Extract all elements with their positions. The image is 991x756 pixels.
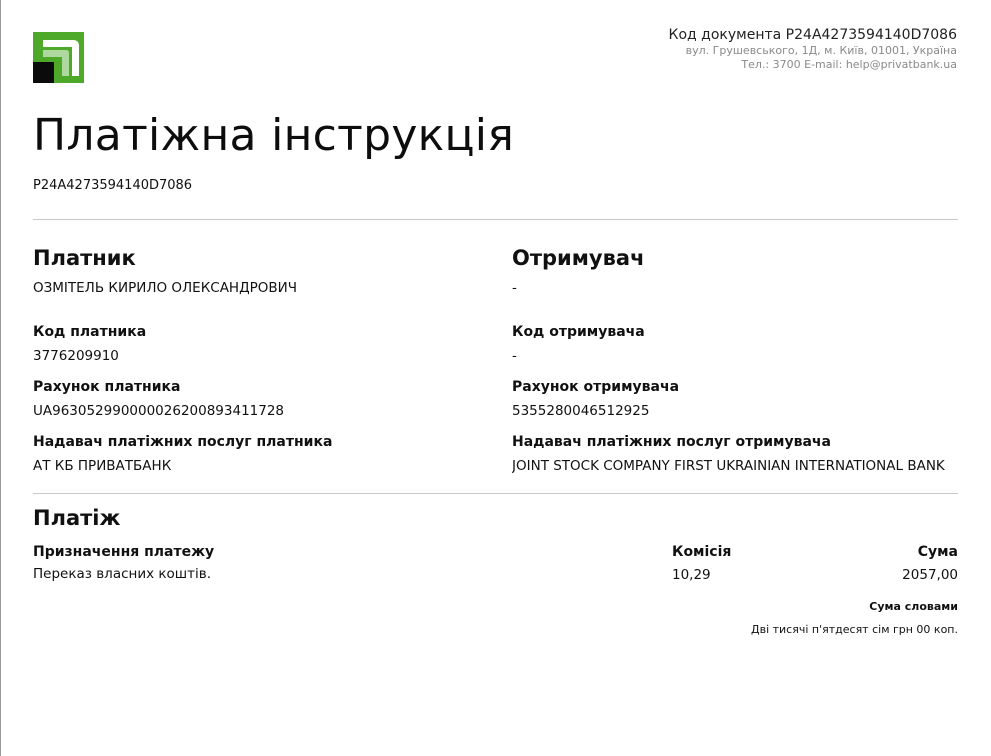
payment-heading: Платіж <box>33 506 121 530</box>
commission-value: 10,29 <box>672 567 711 583</box>
payer-provider-value: АТ КБ ПРИВАТБАНК <box>33 458 172 474</box>
payment-purpose-label: Призначення платежу <box>33 544 215 560</box>
recipient-heading: Отримувач <box>512 246 645 270</box>
amount-value: 2057,00 <box>902 567 958 583</box>
payer-name: ОЗМІТЕЛЬ КИРИЛО ОЛЕКСАНДРОВИЧ <box>33 280 298 296</box>
page-left-border <box>0 0 1 756</box>
recipient-code-label: Код отримувача <box>512 324 645 340</box>
page-title: Платіжна інструкція <box>33 110 515 161</box>
amount-words-value: Дві тисячі п'ятдесят сім грн 00 коп. <box>751 623 958 636</box>
commission-label: Комісія <box>672 544 732 560</box>
payer-code-label: Код платника <box>33 324 147 340</box>
divider-middle <box>33 493 958 494</box>
recipient-provider-label: Надавач платіжних послуг отримувача <box>512 434 831 450</box>
amount-label: Сума <box>917 544 958 560</box>
bank-contacts: Тел.: 3700 E-mail: help@privatbank.ua <box>741 58 957 71</box>
payment-purpose-value: Переказ власних коштів. <box>33 566 212 582</box>
payer-account-value: UA963052990000026200893411728 <box>33 403 285 419</box>
recipient-account-label: Рахунок отримувача <box>512 379 680 395</box>
payer-code-value: 3776209910 <box>33 348 119 364</box>
payer-provider-label: Надавач платіжних послуг платника <box>33 434 333 450</box>
privatbank-logo <box>33 32 84 83</box>
payer-heading: Платник <box>33 246 136 270</box>
document-header-info <box>669 26 957 72</box>
recipient-provider-value: JOINT STOCK COMPANY FIRST UKRAINIAN INTERNATIONAL BANK <box>512 458 945 474</box>
recipient-provider-clip <box>512 455 991 479</box>
recipient-account-value: 5355280046512925 <box>512 403 650 419</box>
logo-mark-icon <box>33 32 84 83</box>
bank-address: вул. Грушевського, 1Д, м. Київ, 01001, Україна <box>685 44 957 57</box>
recipient-code-value: - <box>512 348 517 364</box>
document-code: Код документа P24A4273594140D7086 <box>668 27 957 43</box>
recipient-name: - <box>512 280 517 296</box>
payer-account-label: Рахунок платника <box>33 379 181 395</box>
document-number: P24A4273594140D7086 <box>33 178 193 193</box>
amount-words-label: Сума словами <box>869 600 958 613</box>
divider-top <box>33 219 958 220</box>
